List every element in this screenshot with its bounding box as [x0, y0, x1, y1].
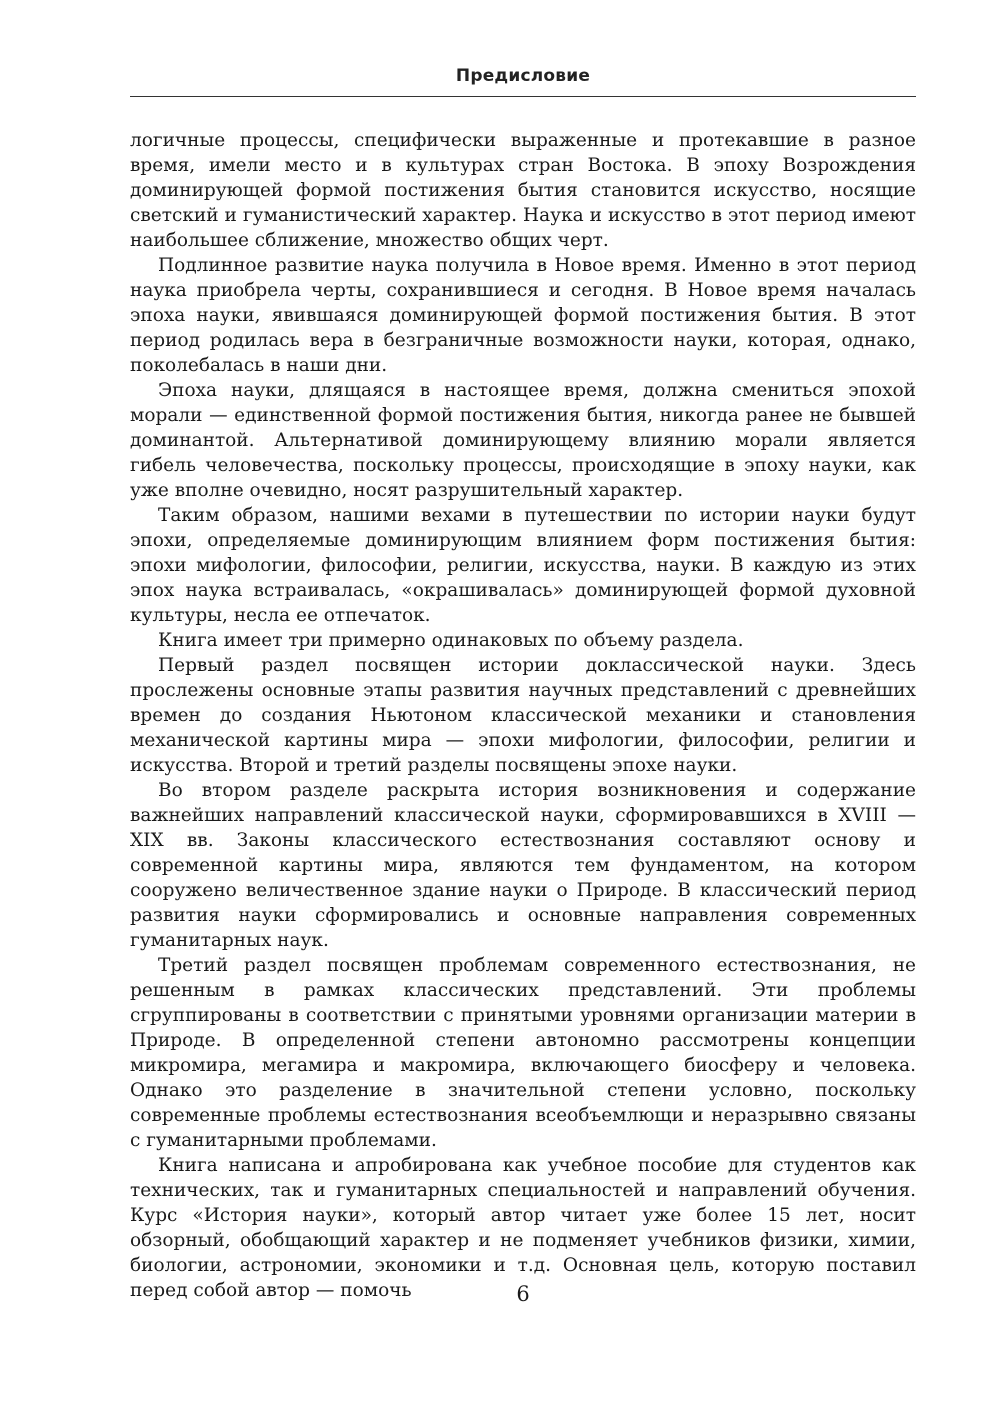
- paragraph: Во втором разделе раскрыта история возникновения и содержание важнейших направлений классической науки, сформировавшихся в XVIII — XIX вв. Законы классического естествознания составляют основу и современной картины мира, являются тем фундаментом, на котором сооружено величественное здание науки о Природе. В классический период развития науки сформировались и основные направления современных гуманитарных наук.: [130, 780, 916, 951]
- paragraph: Первый раздел посвящен истории доклассической науки. Здесь прослежены основные этапы развития научных представлений с древнейших времен до создания Ньютоном классической механики и становления механической картины мира — эпохи мифологии, философии, религии и искусства. Второй и третий разделы посвящены эпохе науки.: [130, 655, 916, 776]
- running-head-title: Предисловие: [455, 66, 591, 86]
- paragraph: Эпоха науки, длящаяся в настоящее время, должна смениться эпохой морали — единственной формой постижения бытия, никогда ранее не бывшей доминантой. Альтернативой доминирующему влиянию морали является гибель человечества, поскольку процессы, происходящие в эпоху науки, как уже вполне очевидно, носят разрушительный характер.: [130, 380, 916, 501]
- paragraph: Книга имеет три примерно одинаковых по объему раздела.: [158, 630, 744, 651]
- paragraph: Третий раздел посвящен проблемам современного естествознания, не решенным в рамках классических представлений. Эти проблемы сгруппированы в соответствии с принятыми уровнями организации материи в Природе. В определенной степени автономно рассмотрены концепции микромира, мегамира и макромира, включающего биосферу и человека. Однако это разделение в значительной степени условно, поскольку современные проблемы естествознания всеобъемлющи и неразрывно связаны с гуманитарными проблемами.: [130, 955, 916, 1151]
- paragraph: Книга написана и апробирована как учебное пособие для студентов как технических, так и гуманитарных специальностей и направлений обучения. Курс «История науки», который автор читает уже более 15 лет, носит обзорный, обобщающий характер и не подменяет учебников физики, химии, биологии, астрономии, экономики и т.д. Основная цель, которую поставил перед собой автор — помочь: [130, 1155, 916, 1301]
- paragraph: Таким образом, нашими вехами в путешествии по истории науки будут эпохи, определяемые доминирующим влиянием форм постижения бытия: эпохи мифологии, философии, религии, искусства, науки. В каждую из этих эпох наука встраивалась, «окрашивалась» доминирующей формой духовной культуры, несла ее отпечаток.: [130, 505, 916, 626]
- header-rule: [130, 96, 916, 97]
- body-text: [130, 128, 916, 1303]
- paragraph: Подлинное развитие наука получила в Новое время. Именно в этот период наука приобрела черты, сохранившиеся и сегодня. В Новое время началась эпоха науки, явившаяся доминирующей формой постижения бытия. В этот период родилась вера в безграничные возможности науки, которая, однако, поколебалась в наши дни.: [130, 255, 916, 376]
- paragraph: логичные процессы, специфически выраженные и протекавшие в разное время, имели место и в культурах стран Востока. В эпоху Возрождения доминирующей формой постижения бытия становится искусство, носящие светский и гуманистический характер. Наука и искусство в этот период имеют наибольшее сближение, множество общих черт.: [130, 130, 916, 251]
- page-number: 6: [516, 1282, 530, 1306]
